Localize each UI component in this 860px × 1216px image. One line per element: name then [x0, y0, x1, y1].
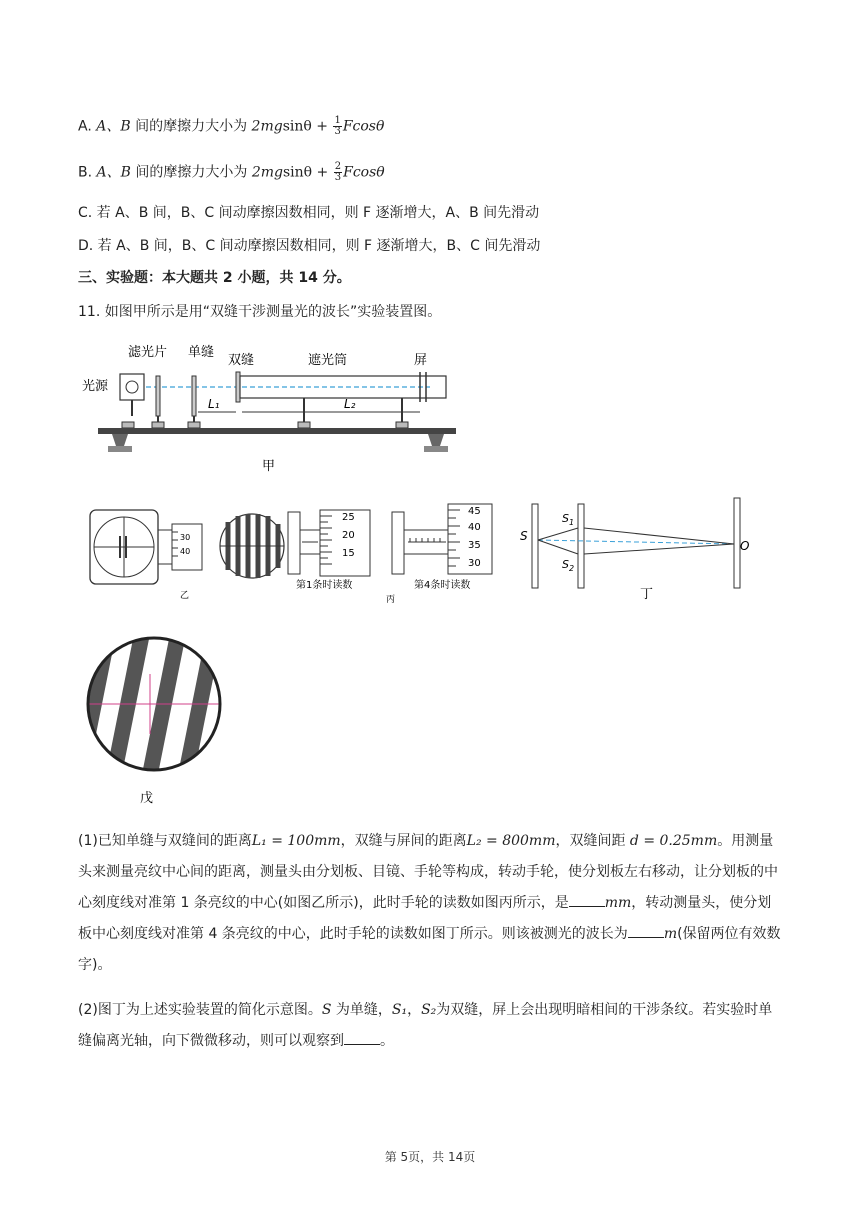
figure-yi	[88, 496, 218, 606]
bing-4-tick-45: 45	[468, 506, 481, 517]
double-slit-label: 双缝	[228, 353, 255, 368]
bing-4-tick-30: 30	[468, 558, 481, 569]
tube-label: 遮光筒	[308, 353, 348, 368]
bing-4-tick-35: 35	[468, 540, 481, 551]
figure-bing-caption: 丙	[386, 595, 396, 605]
figure-ding	[518, 494, 758, 604]
fraction: $\frac{1}{3}$	[334, 115, 341, 137]
figure-jia	[80, 338, 470, 478]
source-label: 光源	[82, 379, 109, 394]
yi-tick-30: 30	[180, 533, 191, 542]
L2-label: L₂	[344, 397, 356, 411]
fraction: $\frac{2}{3}$	[334, 161, 342, 183]
question-stem: 11. 如图甲所示是用“双缝干涉测量光的波长”实验装置图。	[78, 304, 442, 320]
option-b: B. A、B 间的摩擦力大小为 2mgsinθ + $\frac{2}{3}$ Fcosθ	[78, 161, 385, 183]
bing-1-tick-25: 25	[342, 512, 355, 523]
ding-S2-label: $S_2$	[562, 558, 575, 573]
section-heading: 三、实验题：本大题共 2 小题，共 14 分。	[78, 270, 351, 286]
part2-text: (2)图丁为上述实验装置的简化示意图。S 为单缝，S₁，S₂为双缝，屏上会出现明暗相间的干涉条纹。若实验时单缝偏离光轴，向下微微移动，则可以观察到 。	[78, 1002, 773, 1049]
answer-blank-1	[569, 892, 605, 907]
ding-S1-label: $S_1$	[562, 512, 575, 527]
figure-ding-caption: 丁	[640, 587, 654, 602]
single-slit-label: 单缝	[188, 345, 215, 360]
answer-blank-2	[628, 923, 664, 938]
option-d: D. 若 A、B 间，B、C 间动摩擦因数相同，则 F 逐渐增大，B、C 间先滑动	[78, 238, 541, 254]
yi-tick-40: 40	[180, 547, 191, 556]
bing-1-tick-15: 15	[342, 548, 355, 559]
filter-label: 滤光片	[128, 345, 168, 360]
bing-1-tick-20: 20	[342, 530, 355, 541]
figure-jia-caption: 甲	[262, 459, 276, 474]
screen-label: 屏	[414, 353, 428, 368]
answer-blank-3	[344, 1030, 380, 1045]
ding-O-label: O	[740, 539, 750, 553]
figure-bing	[214, 496, 514, 606]
figure-yi-caption: 乙	[180, 591, 190, 601]
ding-S-label: S	[520, 529, 528, 543]
figure-wu-caption: 戊	[140, 791, 154, 806]
option-c: C. 若 A、B 间，B、C 间动摩擦因数相同，则 F 逐渐增大，A、B 间先滑动	[78, 205, 540, 221]
part1-text: (1)已知单缝与双缝间的距离L₁ = 100mm，双缝与屏间的距离L₂ = 800mm，双缝间距 d = 0.25mm。用测量头来测量亮纹中心间的距离，测量头由分划板、目镜、手轮等构成，转动手轮，使分划板左右移动，让分划板的中心刻度线对准第 1 条亮纹的中心(如图乙所示)，此时手轮的读数如图丙所示，是 mm，转动测量头，使分划板中心刻度线对准第 4 条亮纹的中心，此时手轮的读数如图丁所示。则该被测光的波长为 m(保留两位有效数字)。	[78, 833, 781, 973]
bing-4-tick-40: 40	[468, 522, 481, 533]
L1-label: L₁	[208, 397, 220, 411]
option-a: A. A、B 间的摩擦力大小为 2mgsinθ + $\frac{1}{3}$ Fcosθ	[78, 115, 385, 137]
figure-wu	[84, 634, 234, 810]
bing-4-label: 第4条时读数	[414, 580, 471, 591]
bing-1-label: 第1条时读数	[296, 580, 353, 591]
page-footer: 第 5页，共 14页	[384, 1150, 476, 1164]
